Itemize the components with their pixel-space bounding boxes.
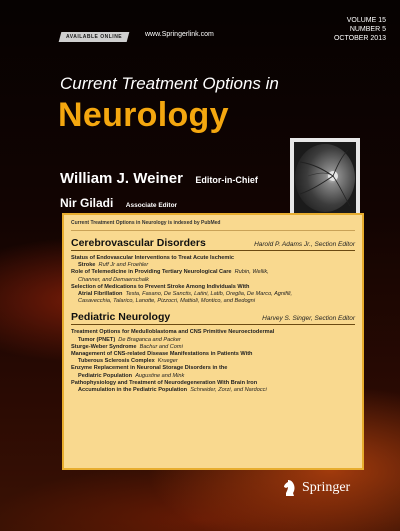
springer-logo bbox=[282, 479, 350, 497]
article-continuation bbox=[71, 291, 355, 298]
editor-name: William J. Weiner bbox=[60, 170, 183, 187]
article-continuation bbox=[71, 358, 355, 365]
article-continuation bbox=[71, 262, 355, 269]
editor-in-chief bbox=[60, 170, 258, 188]
article-title: Tumor (PNET) bbox=[78, 336, 116, 343]
editor-role: Associate Editor bbox=[125, 202, 178, 209]
fundus-photo-icon bbox=[294, 142, 356, 214]
article-authors: Krueger bbox=[157, 358, 178, 365]
article-authors: Testa, Fasano, De Sanctis, Latini, Latib, Oreglia, De Marco, Agnifili, bbox=[125, 291, 293, 298]
article-title: Sturge-Weber Syndrome bbox=[71, 343, 137, 350]
article-title: Pathophysiology and Treatment of Neurodegeneration With Brain Iron bbox=[71, 379, 258, 386]
section-title: Cerebrovascular Disorders bbox=[71, 237, 206, 249]
associate-editor bbox=[60, 194, 177, 212]
available-online-label: AVAILABLE ONLINE bbox=[66, 34, 123, 40]
article-title: Stroke bbox=[78, 262, 96, 269]
section-editor: Harold P. Adams Jr., Section Editor bbox=[254, 241, 355, 248]
retina-fundus-image bbox=[290, 138, 360, 218]
article-title: Role of Telemedicine in Providing Tertiary Neurological Care bbox=[71, 269, 232, 276]
editor-role: Editor-in-Chief bbox=[195, 175, 258, 185]
article-title: Selection of Medications to Prevent Stroke Among Individuals With bbox=[71, 283, 250, 290]
article-title: Accumulation in the Pediatric Population bbox=[78, 387, 188, 394]
article-authors: Ruff Jr and Froehler bbox=[98, 262, 149, 269]
section-header bbox=[71, 311, 355, 325]
pubmed-note: Current Treatment Options in Neurology is indexed by PubMed bbox=[71, 220, 355, 231]
article-continuation bbox=[71, 373, 355, 380]
article-entry bbox=[71, 269, 355, 283]
article-continuation bbox=[71, 337, 355, 344]
publisher-name: Springer bbox=[302, 480, 351, 495]
article-authors: De Braganca and Packer bbox=[118, 336, 181, 343]
article-entry bbox=[71, 351, 355, 365]
date-label: OCTOBER 2013 bbox=[333, 35, 386, 42]
table-of-contents bbox=[62, 213, 364, 470]
article-authors: Bachur and Comi bbox=[139, 343, 183, 350]
article-entry bbox=[71, 365, 355, 379]
article-title: Status of Endovascular Interventions to Treat Acute Ischemic bbox=[71, 255, 234, 261]
article-authors: Augustine and Mink bbox=[135, 372, 185, 379]
article-authors: Schneider, Zorzi, and Nardocci bbox=[190, 387, 267, 394]
journal-title: Neurology bbox=[58, 96, 229, 134]
volume-label: VOLUME 15 bbox=[346, 17, 386, 24]
article-authors: Casavecchia, Talarico, Lanotte, Pizzocri, Mattioli, Montico, and Bedogni bbox=[78, 298, 256, 305]
article-title: Pediatric Population bbox=[78, 372, 133, 379]
section-header bbox=[71, 237, 355, 251]
springer-chess-knight-icon bbox=[282, 479, 298, 497]
section-editor: Harvey S. Singer, Section Editor bbox=[262, 315, 355, 323]
article-title: Tuberous Sclerosis Complex bbox=[78, 358, 155, 365]
journal-title-prefix: Current Treatment Options in bbox=[60, 74, 279, 93]
article-entry bbox=[71, 284, 355, 306]
article-entry bbox=[71, 255, 355, 269]
article-title: Enzyme Replacement in Neuronal Storage Disorders in the bbox=[71, 365, 228, 372]
article-authors: Channer, and Demaerschalk bbox=[78, 276, 149, 283]
article-title: Treatment Options for Medulloblastoma and CNS Primitive Neuroectodermal bbox=[71, 329, 275, 336]
article-entry bbox=[71, 329, 355, 343]
section-title: Pediatric Neurology bbox=[71, 311, 171, 324]
article-entry bbox=[71, 380, 355, 394]
article-entry bbox=[71, 344, 355, 351]
article-continuation bbox=[71, 387, 355, 394]
article-title: Atrial Fibrillation bbox=[78, 291, 123, 298]
springerlink-url: www.Springerlink.com bbox=[145, 31, 214, 38]
article-title: Management of CNS-related Disease Manifestations in Patients With bbox=[71, 351, 253, 358]
number-label: NUMBER 5 bbox=[349, 26, 386, 33]
editor-name: Nir Giladi bbox=[60, 196, 114, 210]
article-authors: Rubin, Wellik, bbox=[234, 269, 269, 276]
issue-info bbox=[334, 16, 386, 43]
available-online-badge bbox=[59, 32, 130, 42]
